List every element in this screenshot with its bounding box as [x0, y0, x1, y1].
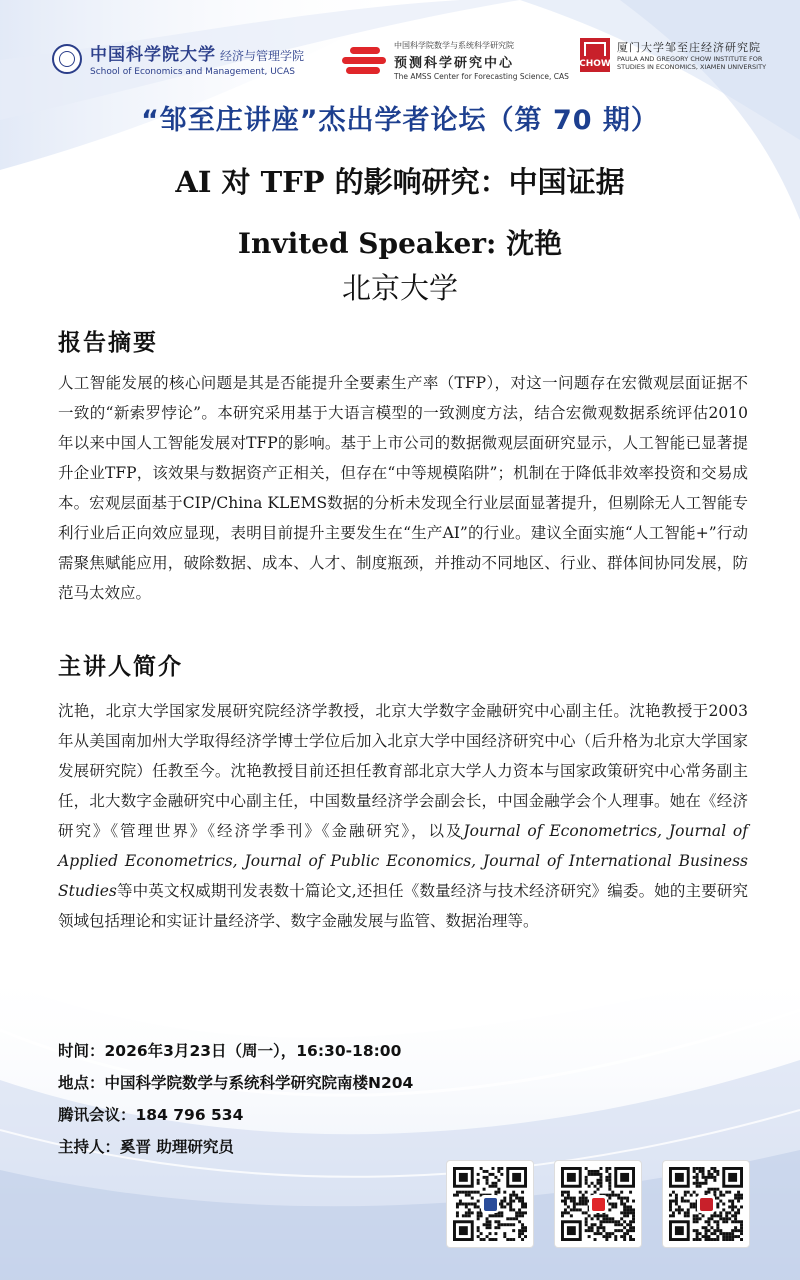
series-title: “邹至庄讲座”杰出学者论坛（第 70 期）: [141, 105, 659, 136]
qr-code-ucas[interactable]: [446, 1160, 534, 1248]
meeting-id: 184 796 534: [135, 1106, 244, 1124]
ucas-school-cn: 经济与管理学院: [220, 49, 305, 63]
qr-code-chow[interactable]: [662, 1160, 750, 1248]
talk-title: AI 对 TFP 的影响研究：中国证据: [175, 165, 625, 199]
abstract-heading: 报告摘要: [58, 330, 158, 356]
amss-red-wave-icon: [342, 44, 386, 78]
amss-institute-name: 中国科学院数学与系统科学研究院: [394, 41, 514, 50]
bio-text-part-1: 沈艳，北京大学国家发展研究院经济学教授，北京大学数字金融研究中心副主任。沈艳教授于2003年从美国南加州大学取得经济学博士学位后加入北京大学中国经济研究中心（后升格为北京大学国家发展研究院）任教至今。沈艳教授目前还担任教育部北京大学人力资本与国家政策研究中心常务副主任，北大数字金融研究中心副主任，中国数量经济学会副会长，中国金融学会个人理事。她在《经济研究》《管理世界》《经济学季刊》《金融研究》，以及: [58, 702, 748, 840]
bio-text: [58, 696, 748, 936]
speaker-name: Invited Speaker: 沈艳: [237, 227, 563, 260]
time-value: 2026年3月23日（周一），16:30-18:00: [104, 1042, 402, 1060]
meeting-label: 腾讯会议：: [58, 1106, 136, 1124]
chow-name-cn: 厦门大学邹至庄经济研究院: [617, 41, 761, 54]
ucas-logo: [52, 40, 304, 77]
amss-logo: [342, 40, 569, 81]
qr-code-amss[interactable]: [554, 1160, 642, 1248]
ucas-name-en: School of Economics and Management, UCAS: [90, 67, 295, 77]
event-place: [58, 1068, 413, 1099]
chow-name-en-1: PAULA AND GREGORY CHOW INSTITUTE FOR: [617, 55, 763, 63]
event-host: [58, 1132, 234, 1163]
bio-journals: Journal of Econometrics, Journal of Applied Econometrics, Journal of Public Economics, Journal of International Business Studies: [58, 822, 748, 900]
speaker-affiliation: 北京大学: [341, 271, 458, 305]
place-value: 中国科学院数学与系统科学研究院南楼N204: [104, 1074, 414, 1092]
ucas-name-cn: 中国科学院大学: [90, 45, 216, 65]
time-label: 时间：: [58, 1042, 105, 1060]
host-label: 主持人：: [58, 1138, 121, 1156]
logo-row: [0, 36, 800, 96]
bio-text-part-2: 等中英文权威期刊发表数十篇论文,还担任《数量经济与技术经济研究》编委。她的主要研究领域包括理论和实证计量经济学、数字金融发展与监管、数据治理等。: [58, 882, 748, 930]
qr-code-row: [446, 1160, 750, 1248]
host-value: 奚晋 助理研究员: [120, 1138, 234, 1156]
chow-logo: [580, 38, 766, 72]
abstract-text: 人工智能发展的核心问题是其是否能提升全要素生产率（TFP），对这一问题存在宏微观层面证据不一致的“新索罗悖论”。本研究采用基于大语言模型的一致测度方法，结合宏微观数据系统评估2010年以来中国人工智能发展对TFP的影响。基于上市公司的数据微观层面研究显示，人工智能已显著提升企业TFP，该效果与数据资产正相关，但存在“中等规模陷阱”；机制在于降低非效率投资和交易成本。宏观层面基于CIP/China KLEMS数据的分析未发现全行业层面显著提升，但剔除无人工智能专利行业后正向效应显现，表明目前提升主要发生在“生产AI”的行业。建议全面实施“人工智能+”行动需聚焦赋能应用，破除数据、成本、人才、制度瓶颈，并推动不同地区、行业、群体间协同发展，防范马太效应。: [58, 374, 748, 602]
place-label: 地点：: [58, 1074, 105, 1092]
amss-center-name: 预测科学研究中心: [394, 56, 515, 71]
event-time: [58, 1036, 401, 1067]
ucas-seal-icon: [52, 44, 82, 74]
amss-center-name-en: The AMSS Center for Forecasting Science, CAS: [394, 72, 569, 81]
chow-gate-icon: CHOW: [580, 38, 610, 72]
event-meeting: [58, 1100, 243, 1131]
bio-heading: 主讲人简介: [58, 654, 183, 680]
chow-name-en-2: STUDIES IN ECONOMICS, XIAMEN UNIVERSITY: [617, 63, 767, 71]
